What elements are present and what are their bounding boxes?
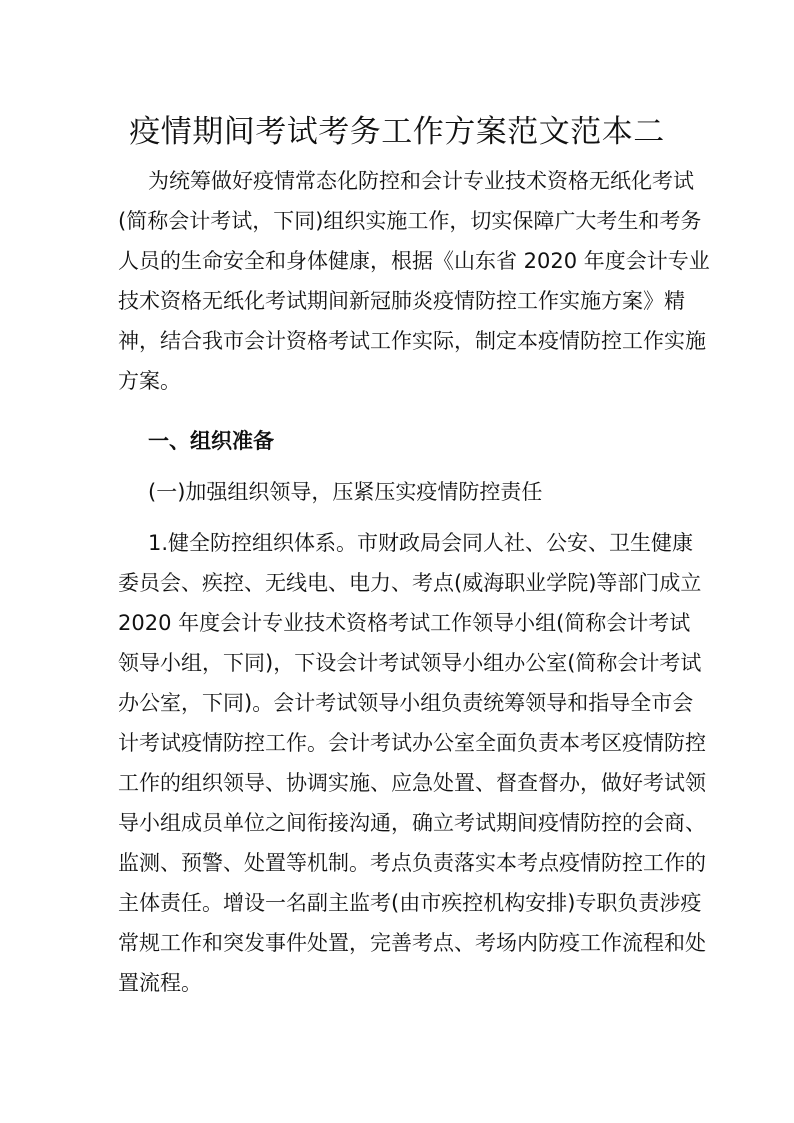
intro-line-5: 神，结合我市会计资格考试工作实际，制定本疫情防控工作实施 [118,329,706,353]
intro-line-3: 人员的生命安全和身体健康，根据《山东省 2020 年度会计专业 [118,249,710,273]
intro-line-6: 方案。 [118,369,181,393]
item1-line-12: 置流程。 [118,971,202,995]
item1-line-6: 计考试疫情防控工作。会计考试办公室全面负责本考区疫情防控 [118,731,706,755]
section-heading: 一、组织准备 [148,429,274,453]
item1-line-9: 监测、预警、处置等机制。考点负责落实本考点疫情防控工作的 [118,851,706,875]
intro-line-1: 为统筹做好疫情常态化防控和会计专业技术资格无纸化考试 [148,169,694,193]
item1-line-10: 主体责任。增设一名副主监考(由市疾控机构安排)专职负责涉疫 [118,891,702,915]
item1-line-1: 1.健全防控组织体系。市财政局会同人社、公安、卫生健康 [148,531,694,555]
item1-line-5: 办公室，下同)。会计考试领导小组负责统筹领导和指导全市会 [118,691,694,715]
item1-line-11: 常规工作和突发事件处置，完善考点、考场内防疫工作流程和处 [118,931,706,955]
item1-line-8: 导小组成员单位之间衔接沟通，确立考试期间疫情防控的会商、 [118,811,706,835]
intro-line-4: 技术资格无纸化考试期间新冠肺炎疫情防控工作实施方案》精 [118,289,685,313]
item1-line-3: 2020 年度会计专业技术资格考试工作领导小组(简称会计考试 [118,611,691,635]
item1-line-4: 领导小组，下同)，下设会计考试领导小组办公室(简称会计考试 [118,651,702,675]
document-title: 疫情期间考试考务工作方案范文范本二 [129,114,665,150]
item1-line-7: 工作的组织领导、协调实施、应急处置、督查督办，做好考试领 [118,771,706,795]
subsection-heading: (一)加强组织领导，压紧压实疫情防控责任 [148,480,543,504]
intro-line-2: (简称会计考试，下同)组织实施工作，切实保障广大考生和考务 [118,209,702,233]
item1-line-2: 委员会、疾控、无线电、电力、考点(威海职业学院)等部门成立 [118,571,702,595]
